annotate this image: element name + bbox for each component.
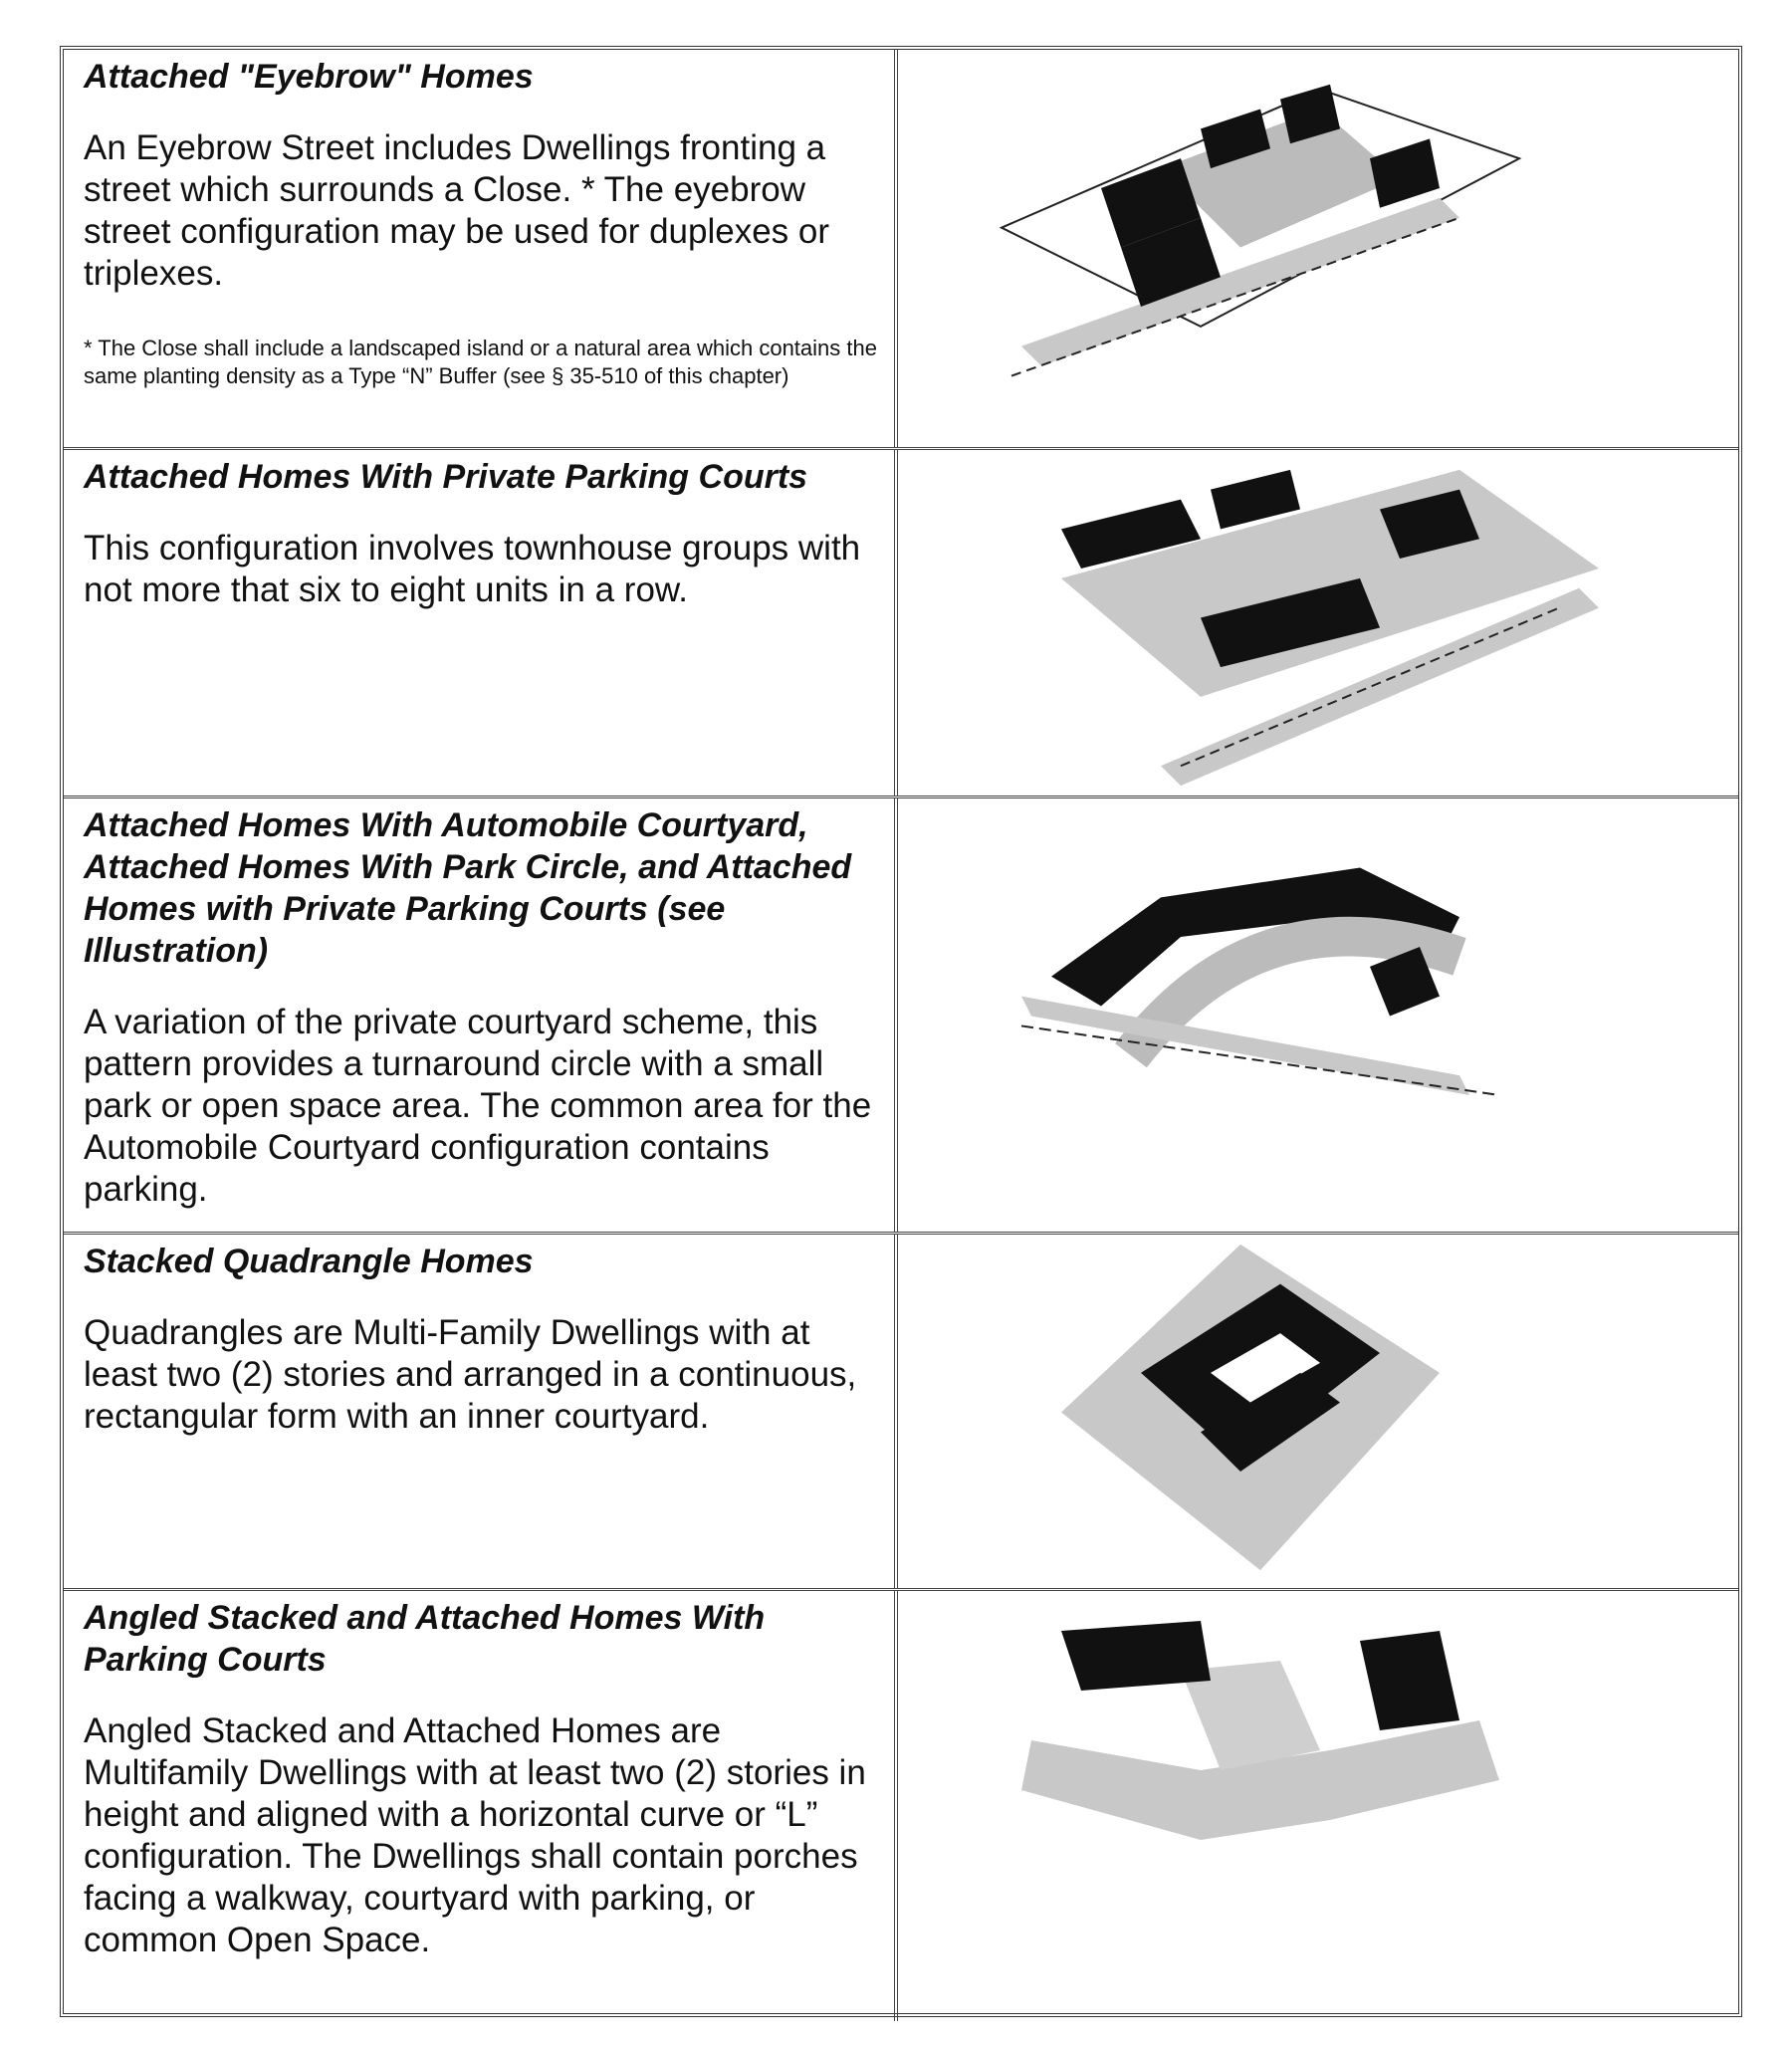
row-title: Stacked Quadrangle Homes [84,1243,534,1280]
table-row [64,1235,1738,1591]
table-row [64,1591,1738,2021]
text-cell [64,1235,898,1588]
text-cell [64,1591,898,2021]
text-cell [64,50,898,447]
row-title: Attached "Eyebrow" Homes [84,58,534,96]
row-title: Attached Homes With Private Parking Courts [84,458,808,496]
housing-types-table [60,46,1742,2017]
row-description: A variation of the private courtyard scheme, this pattern provides a turnaround circle with a small park or open space area. The common area for the Automobile Courtyard configuration contains parking. [84,1003,872,1209]
row-footnote: * The Close shall include a landscaped island or a natural area which contains the same planting density as a Type “N” Buffer (see § 35-510 of this chapter) [84,336,877,388]
table-row [64,798,1738,1235]
row-description: Quadrangles are Multi-Family Dwellings with at least two (2) stories and arranged in a continuous, rectangular form with an inner courtyard. [84,1313,857,1436]
table-row [64,450,1738,798]
eyebrow-illustration [902,50,1738,447]
angled-homes-illustration [902,1591,1738,2021]
automobile-courtyard-illustration [902,798,1738,1232]
table-row [64,50,1738,450]
row-description: An Eyebrow Street includes Dwellings fronting a street which surrounds a Close. * The eyebrow street configuration may be used for duplexes or triplexes. [84,128,830,293]
text-cell [64,450,898,796]
quadrangle-illustration [902,1235,1738,1588]
parking-courts-illustration [902,450,1738,796]
row-title: Angled Stacked and Attached Homes With Parking Courts [84,1599,766,1679]
row-title: Attached Homes With Automobile Courtyard, Attached Homes With Park Circle, and Attached Homes with Private Parking Courts (see Illustration) [84,806,852,970]
row-description: This configuration involves townhouse groups with not more that six to eight units in a row. [84,529,861,609]
text-cell [64,798,898,1232]
row-description: Angled Stacked and Attached Homes are Multifamily Dwellings with at least two (2) stories in height and aligned with a horizontal curve or “L” configuration. The Dwellings shall contain porches facing a walkway, courtyard with parking, or common Open Space. [84,1711,866,1959]
